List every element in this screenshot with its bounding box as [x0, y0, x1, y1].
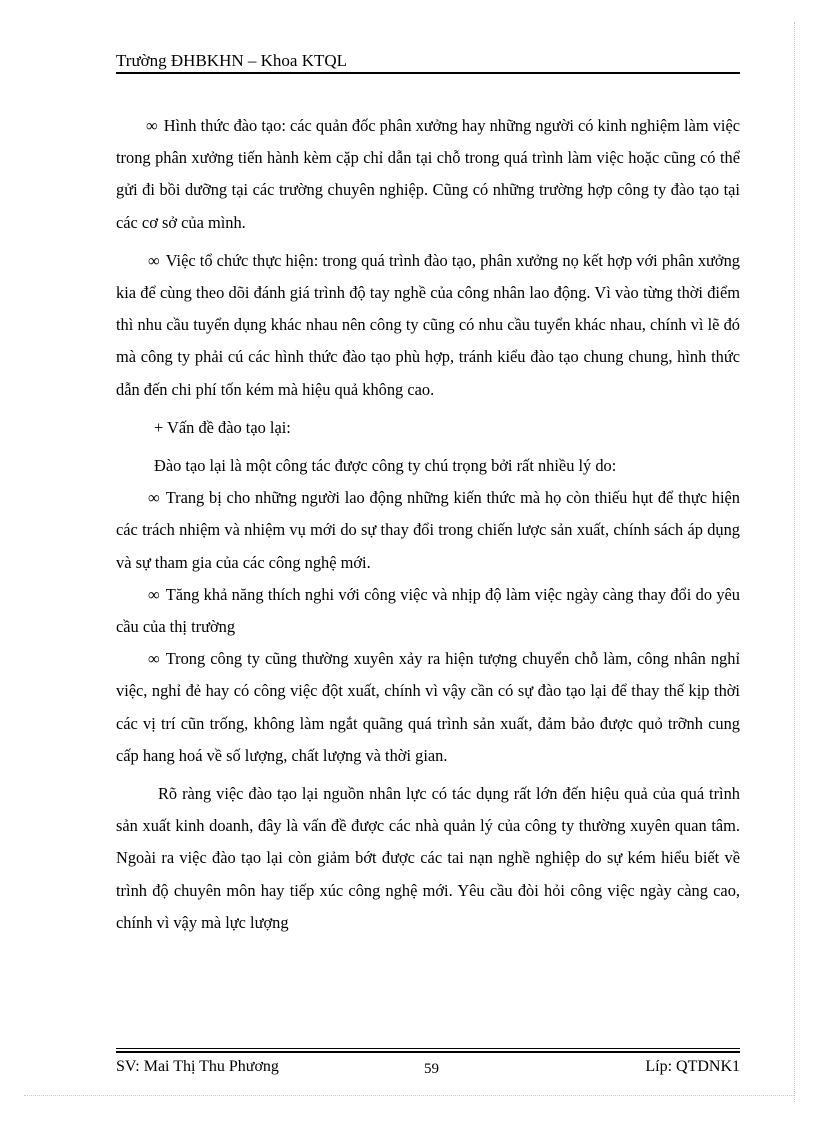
footer-rule-thin — [116, 1048, 740, 1049]
paragraph-implementation: ∞ Việc tổ chức thực hiện: trong quá trình đào tạo, phân xưởng nọ kết hợp với phân xưởng kia để cùng theo dõi đánh giá trình độ tay nghề của công nhân lao động. Vì vào từng thời điểm thì nhu cầu tuyển dụng khác nhau nên công ty cũng có nhu cầu tuyển khác nhau, chính vì lẽ đó mà công ty phải cú các hình thức đào tạo phù hợp, tránh kiểu đào tạo chung chung, hình thức dẫn đến chi phí tốn kém mà hiệu quả không cao. — [116, 250, 740, 399]
footer-class: Líp: QTDNK1 — [645, 1058, 740, 1075]
bullet-icon: ∞ — [148, 649, 160, 669]
paragraph-training-form: ∞ Hình thức đào tạo: các quản đốc phân xưởng hay những người có kinh nghiệm làm việc trong phân xưởng tiến hành kèm cặp chỉ dẫn tại chỗ trong quá trình làm việc hoặc cũng có thể gửi đi bồi dưỡng tại các trường chuyên nghiệp. Cũng có những trường hợp công ty đào tạo tại các cơ sở của mình. — [116, 116, 741, 232]
bullet-icon: ∞ — [146, 116, 158, 135]
page-footer — [116, 1056, 740, 1078]
paragraph-job-changes: ∞ Trong công ty cũng thường xuyên xảy ra hiện tượng chuyển chỗ làm, công nhân nghỉ việc, nghỉ đẻ hay có công việc đột xuất, chính vì vậy cần có sự đào tạo lại để thay thế kịp thời các vị trí cũn trống, không làm ngắt quãng quá trình sản xuất, đảm bảo được quỏ trỡnh cung cấp hang hoá về số lượng, chất lượng và thời gian. — [116, 649, 740, 765]
paragraph-equip-knowledge: ∞ Trang bị cho những người lao động những kiến thức mà họ còn thiếu hụt để thực hiện các trách nhiệm và nhiệm vụ mới do sự thay đổi trong chiến lược sản xuất, chính sách áp dụng và sự tham gia của các công nghệ mới. — [116, 488, 740, 572]
section-heading-retraining: + Vấn đề đào tạo lại: — [154, 417, 291, 437]
paragraph-adaptability: ∞ Tăng khả năng thích nghi với công việc và nhịp độ làm việc ngày càng thay đổi do yêu cầu của thị trường — [116, 584, 740, 637]
paragraph-retraining-intro: Đào tạo lại là một công tác được công ty chú trọng bởi rất nhiều lý do: — [154, 456, 617, 476]
header-title: Trường ĐHBKHN – Khoa KTQL — [116, 51, 348, 70]
bullet-icon: ∞ — [148, 250, 160, 270]
footer-student-name: SV: Mai Thị Thu Phương — [116, 1058, 279, 1075]
footer-page-number: 59 — [424, 1061, 439, 1077]
bullet-icon: ∞ — [148, 488, 160, 508]
paragraph-conclusion: Rõ ràng việc đào tạo lại nguồn nhân lực có tác dụng rất lớn đến hiệu quả của quá trình sản xuất kinh doanh, đây là vấn đề được các nhà quản lý của công ty thường xuyên quan tâm. Ngoài ra việc đào tạo lại còn giảm bớt được các tai nạn nghề nghiệp do sự kém hiểu biết về trình độ chuyên môn hay tiếp xúc công nghệ mới. Yêu cầu đòi hỏi công việc ngày càng cao, chính vì vậy mà lực lượng — [116, 784, 740, 932]
bottom-dotted-border — [24, 1095, 794, 1096]
page-header — [116, 50, 740, 74]
footer-rule-thick — [116, 1051, 740, 1053]
document-body — [116, 110, 740, 939]
bullet-icon: ∞ — [148, 584, 160, 604]
